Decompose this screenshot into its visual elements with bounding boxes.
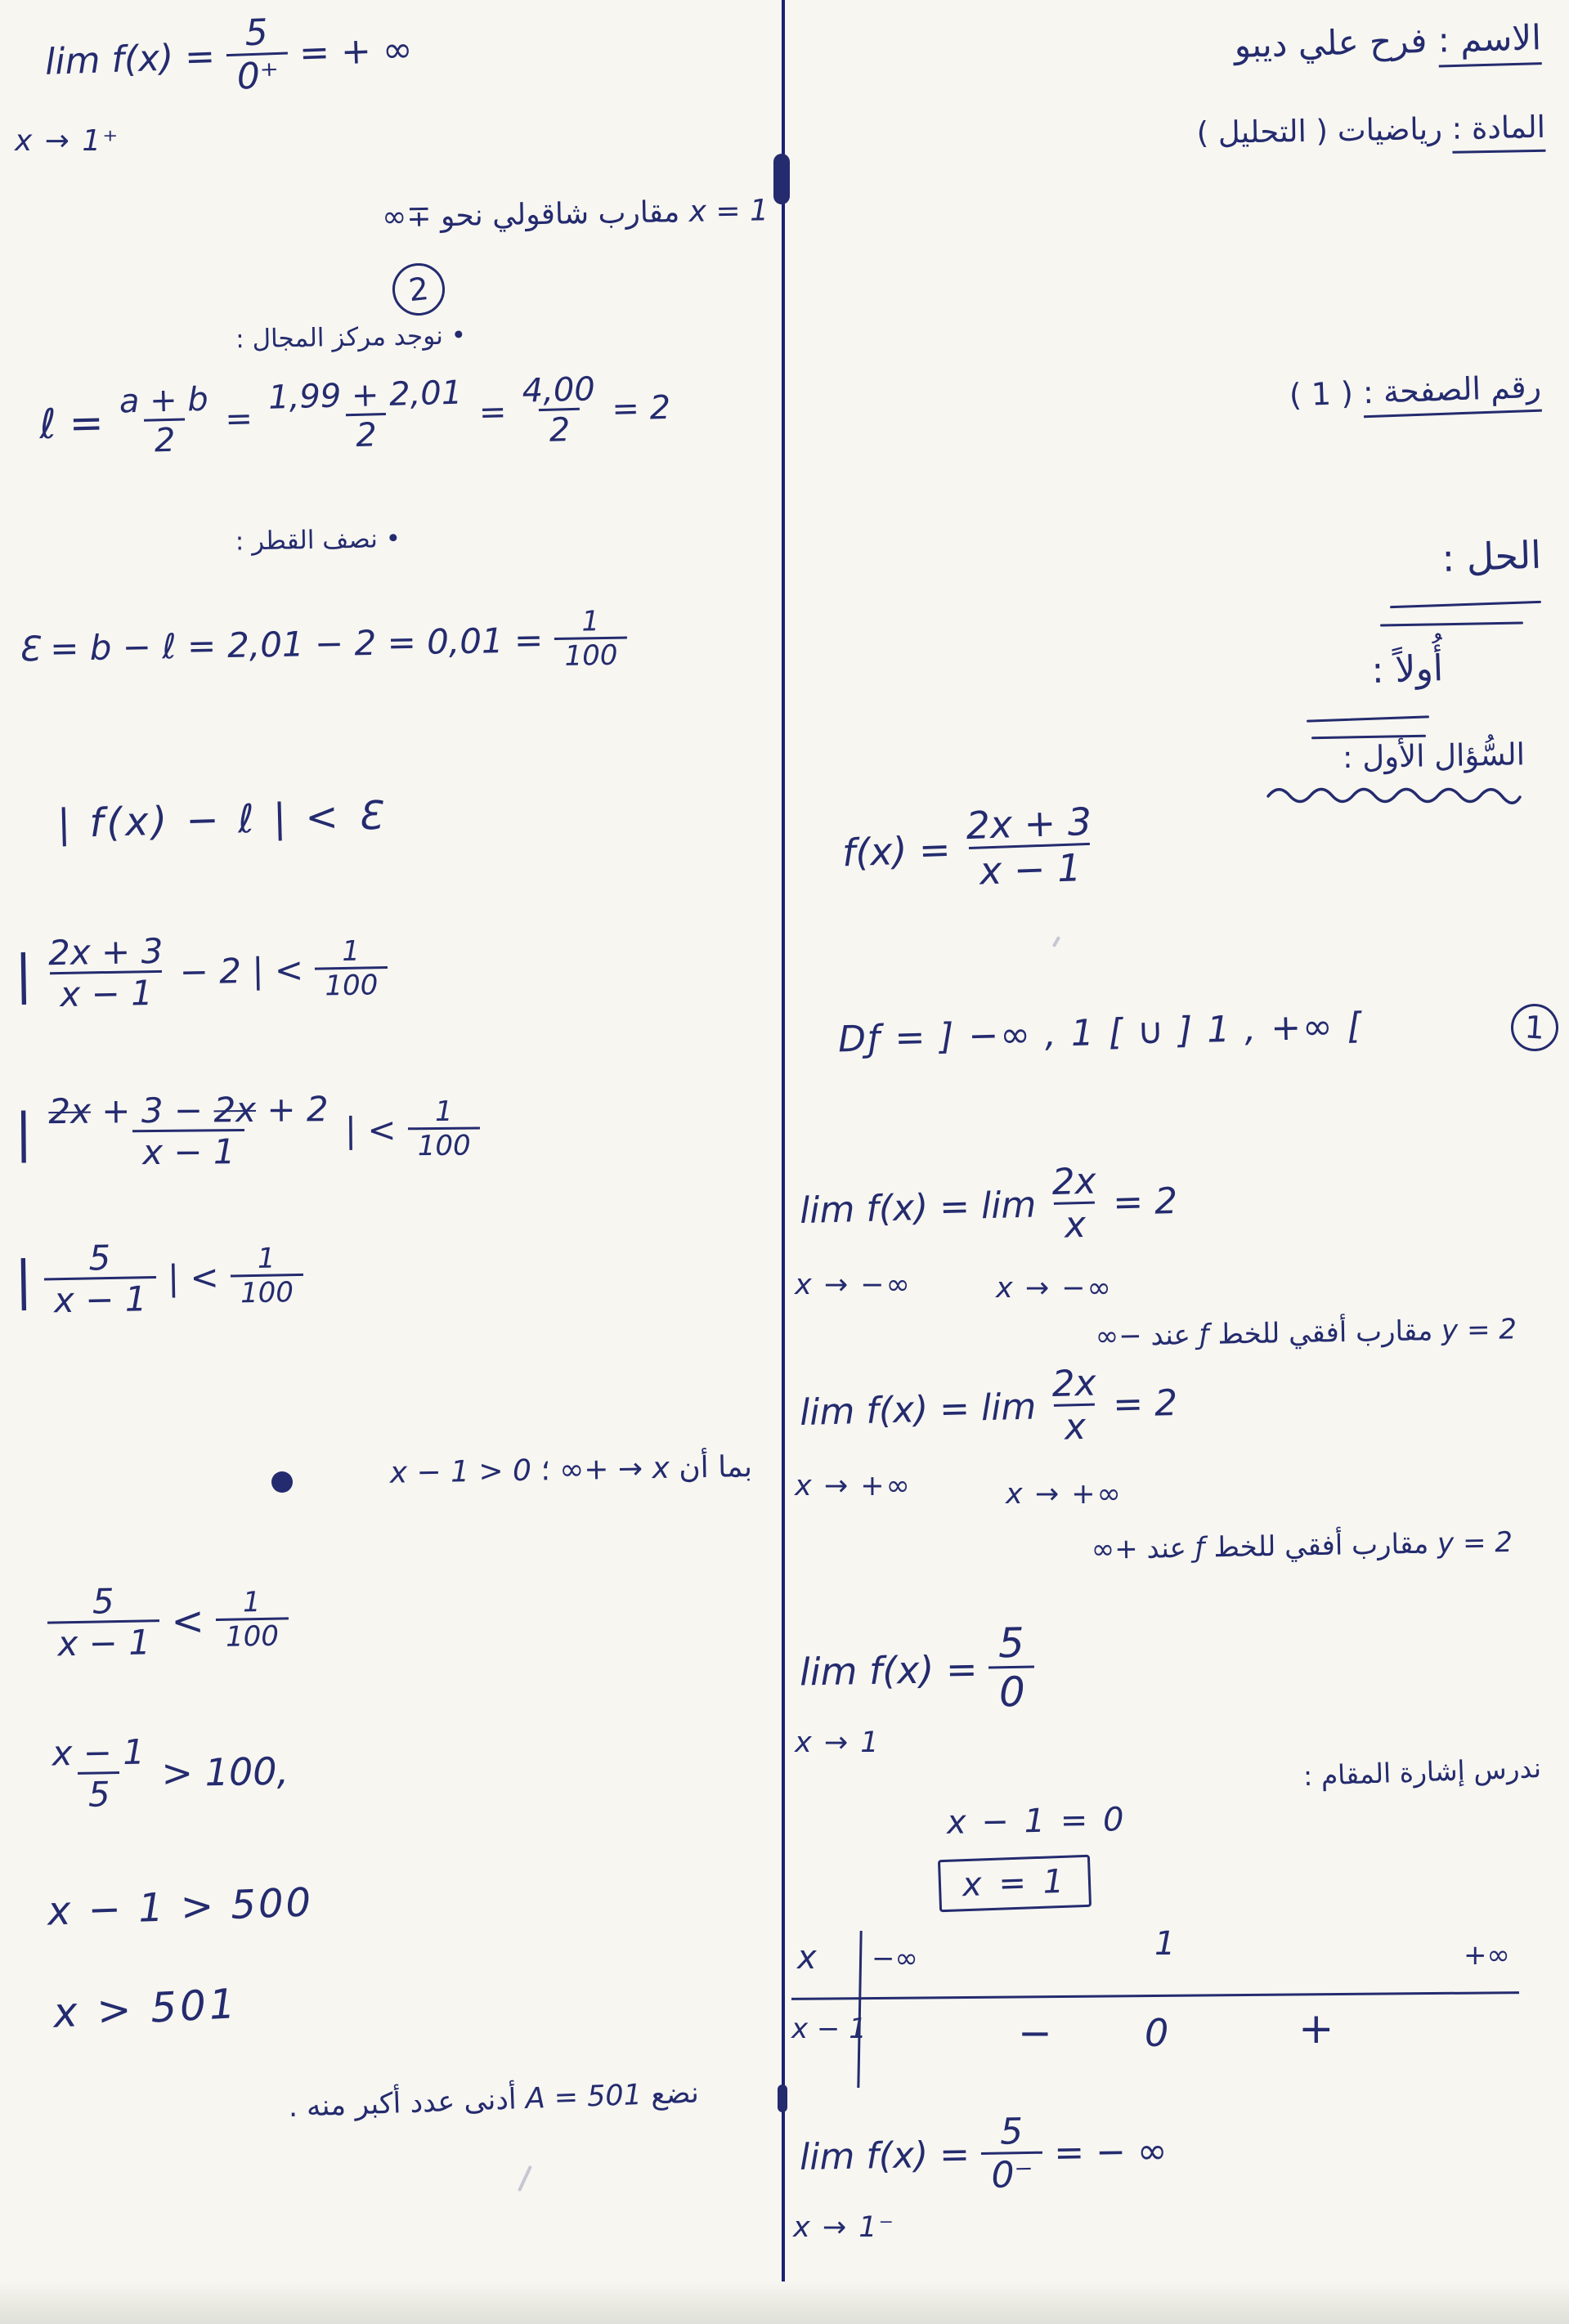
cancelled-term: 2x [48,1090,92,1132]
sign-table-expr-label [791,2013,867,2045]
inequality-result: > 100, [161,1749,289,1795]
curve-symbol: ƒ [1199,1318,1209,1352]
fraction-five [43,1238,157,1320]
fraction-numerator: 5 [92,1581,115,1622]
asymptote-equation: y = 2 [1441,1313,1517,1347]
domain-line [837,1005,1363,1061]
limit-lhs: lim f(x) = [799,1646,978,1695]
conclusion-text: أدنى عدد أكبر منه . [287,2083,518,2125]
solution-underline-2 [1380,621,1523,626]
first-part-label: أُولاً : [1370,647,1444,692]
name-label: الاسم : [1437,17,1542,67]
question-number-badge-2 [390,261,447,318]
vertical-asymptote-note [131,189,769,244]
fraction-numerator: 2x [1051,1160,1097,1203]
fraction-one-hundredth [314,936,388,1002]
approach-annotation: x → −∞ [795,1269,912,1301]
function-fraction [961,801,1099,893]
fraction-fx [43,930,169,1015]
limit-fraction [225,13,289,98]
abs-bar: | [14,1250,34,1311]
fraction-numerator: a + b [119,380,209,421]
fraction-numerator: 1 [341,934,361,968]
fraction-numerator: 5 [999,2111,1024,2153]
since-inequality: x − 1 > 0 [389,1453,532,1490]
note-text: نصف القطر : [235,524,379,557]
limit-neg-infinity [799,1160,1179,1253]
fraction-sum [517,371,601,450]
fraction-denominator: 5 [78,1771,120,1814]
inequality-text: x > 501 [52,1980,240,2037]
stray-pen-mark [518,2165,532,2192]
equals-sign: = [224,399,253,438]
absolute-inequality-1 [56,793,385,847]
fraction-numerator: 4,00 [522,370,596,410]
sign-table-plus [1298,2004,1334,2053]
horizontal-asymptote-note-2 [940,1522,1513,1574]
fraction-denominator: x [1054,1202,1096,1247]
fraction-denominator: x − 1 [132,1129,245,1171]
limit-at-one [799,1621,1035,1719]
comparison-sign: < [170,1597,205,1645]
limit-result: = − ∞ [1053,2130,1168,2174]
limit-result: = + ∞ [298,29,414,75]
approach-annotation: x → 1⁻ [793,2211,896,2244]
absolute-inequality-4 [14,1236,303,1321]
conclusion-note [69,2072,699,2137]
solution-underline-1 [1390,601,1541,608]
first-part-heading [1307,642,1444,701]
fraction-denominator: 2 [144,418,186,459]
sign-table-horizontal-line [791,1991,1519,2000]
limit-subscript [795,1269,912,1301]
fraction-x-minus-1 [47,1733,150,1815]
limit-fraction [988,1621,1035,1716]
numerator-part: + 3 − [101,1090,204,1131]
cancelled-term: 2x [213,1089,257,1131]
limit-one-right [43,8,414,104]
since-word: بما أن [678,1450,753,1485]
table-cell: 1 [1154,1925,1176,1963]
ink-blot-minus [271,1471,293,1493]
fraction-numerator: x − 1 [52,1731,146,1774]
absolute-inequality-2 [14,929,388,1014]
ink-blot-divider [773,154,790,204]
interval-center-note [217,316,467,359]
sign-table-pos-infinity [1464,1939,1510,1972]
page-number-value: ( 1 ) [1289,374,1354,414]
limit-one-left [799,2110,1168,2200]
asymptote-infinity: +∞ [1091,1532,1138,1566]
note-text: ندرس إشارة المقام : [1302,1751,1542,1793]
horizontal-asymptote-note-1 [887,1309,1517,1361]
table-cell: −∞ [872,1942,918,1975]
fraction-numerator: 1 [257,1242,276,1275]
asymptote-infinity: −∞ [1095,1319,1142,1354]
limit-lhs: lim f(x) = lim [799,1184,1037,1233]
boxed-value: x = 1 [962,1862,1068,1905]
table-cell: x [797,1939,817,1977]
limit-result: = 2 [1112,1382,1178,1426]
approach-annotation: x → +∞ [795,1470,912,1502]
asymptote-text: مقارب أفقي للخط [1217,1314,1433,1351]
limit-pos-infinity [799,1362,1179,1455]
table-cell: − [1018,2009,1052,2057]
sign-table-vertical-line [857,1931,862,2088]
limit-fraction [1047,1162,1103,1246]
fraction-denominator: 2 [539,408,581,449]
fraction-denominator: 0⁻ [981,2152,1043,2196]
radius-note [217,520,401,561]
sign-table-neg-infinity [872,1942,918,1975]
fraction-simplified [43,1090,334,1172]
limit-result: = 2 [1112,1180,1178,1225]
limit-fraction [1047,1364,1103,1448]
fraction-denominator: 2 [346,413,388,454]
fraction-one-hundredth [554,607,627,673]
first-underline-1 [1307,715,1429,722]
limit-subscript [15,124,119,158]
question-1-wavy-underline [1263,783,1525,808]
since-approach: x → +∞ [558,1451,670,1488]
asymptote-text: مقارب أفقي للخط [1213,1527,1429,1565]
fraction-denominator: 100 [216,1618,289,1654]
function-lhs: f(x) = [841,826,952,875]
note-text: نوجد مركز المجال : [235,320,444,355]
table-cell: x − 1 [791,2013,867,2045]
bullet-mark: • [451,320,467,351]
limit-subscript [1006,1478,1123,1511]
fraction-denominator: x − 1 [969,842,1092,892]
solution-label: الحل : [1441,532,1542,580]
table-cell: +∞ [1464,1939,1510,1972]
denominator-zero-equation [947,1801,1127,1842]
numerator-part: + 2 [267,1089,329,1130]
paper-bottom-edge [0,2281,1569,2324]
page-number-label: رقم الصفحة : [1362,369,1542,419]
fraction-numerator [43,1090,334,1131]
fraction-denominator: x − 1 [47,1619,160,1664]
denominator-sign-note [1209,1748,1541,1800]
center-calculation [38,369,671,462]
inequality-rest: − 2 | < [179,950,304,992]
asymptote-text: مقارب شاقولي نحو [440,195,680,234]
limit-subscript [996,1272,1113,1305]
fraction-numerator: 5 [88,1238,111,1278]
equation-text: x − 1 = 0 [946,1801,1127,1842]
fraction-denominator: 100 [231,1274,304,1310]
approach-annotation: x → +∞ [1006,1478,1123,1511]
fraction-numerator: 1 [581,605,600,638]
sign-table-zero [1145,2011,1168,2055]
badge-2-number: 2 [406,270,431,309]
stray-pen-mark [1052,936,1060,947]
inequality-step-2 [47,1731,289,1815]
inequality-text: | f(x) − ℓ | < Ɛ [56,792,386,848]
fraction-denominator: 100 [408,1127,481,1162]
table-cell: 0 [1145,2011,1169,2055]
fraction-numerator: 5 [244,11,269,55]
fraction-denominator: 100 [554,637,628,673]
asymptote-at-word: عند [1150,1319,1191,1353]
ink-blot-divider-small [778,2084,787,2112]
fraction-numerator: 1,99 + 2,01 [267,374,463,417]
inequality-step-1 [47,1579,289,1664]
fraction-denominator: x [1054,1404,1096,1449]
limit-lhs: lim f(x) = [799,2134,971,2179]
asymptote-at-word: عند [1146,1531,1187,1565]
fraction-denominator: x − 1 [44,1276,157,1320]
sign-table-one [1154,1925,1175,1963]
inequality-step-3 [47,1879,314,1934]
fraction-denominator: 100 [315,966,388,1002]
calculation-result: = 2 [611,388,671,428]
fraction-one-hundredth [407,1096,481,1162]
asymptote-equation: y = 2 [1437,1525,1513,1561]
epsilon-lhs: Ɛ = b − ℓ = [17,625,217,669]
epsilon-values: 2,01 − 2 = 0,01 = [226,620,544,666]
limit-lhs: lim f(x) = lim [799,1386,1037,1435]
abs-bar: | [14,1102,33,1164]
inequality-text: x − 1 > 500 [47,1879,314,1935]
since-separator: ؛ [540,1453,551,1488]
badge-1-number: 1 [1523,1009,1546,1046]
fraction-values [263,374,468,455]
inequality-rest: | < [167,1256,220,1298]
approach-annotation: x → 1⁺ [15,124,120,158]
asymptote-equation: x = 1 [688,194,769,229]
fraction-denominator: x − 1 [50,970,163,1014]
fraction-numerator: 1 [434,1095,453,1128]
table-cell: + [1298,2004,1334,2053]
question-1-label: السُّؤال الأول : [1342,737,1526,776]
fraction-one-hundredth [230,1243,303,1310]
fraction-one-hundredth [215,1587,289,1653]
inequality-step-4 [52,1980,240,2037]
sign-table-var-label [797,1939,817,1977]
fraction-denominator: 0⁺ [226,52,289,98]
limit-fraction [980,2112,1043,2196]
name-value: فرح علي ديبو [1233,20,1428,65]
solution-heading [1381,527,1542,589]
limit-subscript [793,2211,895,2244]
asymptote-infinity: ∓∞ [381,199,432,235]
fraction-numerator: 5 [997,1619,1025,1668]
conclusion-word: نضع [650,2076,700,2111]
approach-annotation: x → −∞ [996,1272,1113,1305]
column-divider-line [782,0,785,2312]
approach-annotation: x → 1 [795,1726,881,1759]
absolute-inequality-3 [15,1090,481,1173]
epsilon-calculation [17,607,627,683]
domain-text: Dƒ = ] −∞ , 1 [ ∪ ] 1 , +∞ [ [837,1005,1364,1061]
conclusion-value: A = 501 [524,2079,643,2116]
fraction-denominator: 0 [988,1665,1035,1715]
subject-value: رياضيات ( التحليل ) [1196,111,1443,151]
since-condition-note [98,1445,753,1501]
question-1-heading [1271,732,1526,781]
sign-table-minus [1018,2009,1052,2057]
subject-line [1153,105,1546,157]
limit-subscript [795,1726,881,1759]
fraction-five [47,1582,160,1664]
page-number-line [1197,364,1542,423]
fraction-numerator: 2x + 3 [47,930,164,974]
limit-lhs: lim f(x) = [44,35,216,84]
subject-label: المادة : [1451,110,1545,154]
function-definition [841,801,1099,897]
limit-subscript [795,1470,912,1502]
ell-symbol: ℓ = [38,398,105,448]
question-number-badge-1 [1509,1002,1560,1053]
curve-symbol: ƒ [1195,1531,1205,1565]
student-name-line [1177,11,1541,73]
fraction-a-plus-b [114,382,214,460]
fraction-numerator: 2x [1051,1362,1097,1405]
bullet-mark: • [385,524,401,554]
boxed-result [938,1855,1092,1912]
inequality-rest: | < [344,1109,397,1151]
fraction-numerator: 2x + 3 [965,799,1092,849]
fraction-numerator: 1 [242,1585,261,1619]
abs-bar: | [14,944,34,1005]
equals-sign: = [478,392,507,432]
